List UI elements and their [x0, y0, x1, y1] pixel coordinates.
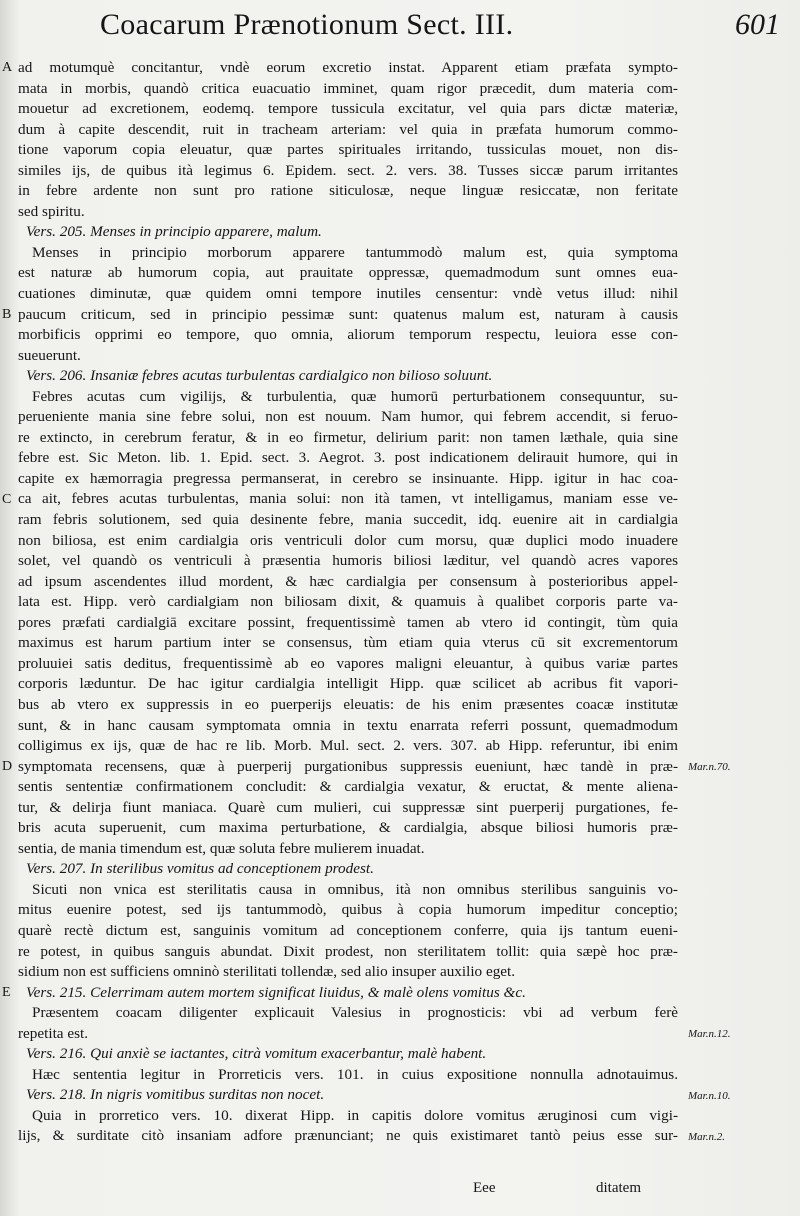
- text-line: est naturæ ab humorum copia, aut prauitate oppressæ, quemadmodum sunt omnes eua-: [18, 264, 678, 282]
- verse-heading: Vers. 216. Qui anxiè se iactantes, citrà vomitum exacerbantur, malè habent.: [26, 1045, 487, 1063]
- text-line: ca ait, febres acutas turbulentas, mania solui: non ità tamen, vt intelligamus, maniam esse ve-: [18, 490, 678, 508]
- text-line: mitus euenire potest, sed ijs tantummodò, quibus à copia humorum impeditur conceptio;: [18, 901, 678, 919]
- margin-note: Mar.n.2.: [688, 1130, 725, 1143]
- text-line: symptomata recensens, quæ à puerperij purgationibus suppressis eueniunt, hæc tandè in præ-: [18, 757, 678, 775]
- verse-heading: Vers. 205. Menses in principio apparere, malum.: [26, 223, 322, 241]
- text-line: repetita est.: [18, 1024, 88, 1042]
- page-header: [100, 8, 790, 52]
- section-letter: B: [2, 306, 12, 322]
- text-line: in febre ardente non sunt pro ratione siticulosæ, neque linguæ resiccatæ, non feritate: [18, 182, 678, 200]
- text-line: non biliosa, est enim cardialgia oris ventriculi dolor cum morsu, quæ duplici modo inuadere: [18, 531, 678, 549]
- verse-heading: Vers. 218. In nigris vomitibus surditas non nocet.: [26, 1086, 325, 1104]
- text-line: bus ab vtero ex suppressis in eo puerperijs eleuatis: de his enim præsentes coacæ institutæ: [18, 695, 678, 713]
- text-line: Sicuti non vnica est sterilitatis causa in omnibus, ità non omnibus sterilibus sanguinis vo-: [32, 880, 678, 898]
- text-line: bris acuta superuenit, cum maxima perturbatione, & cardialgia, absque biliosi humoris præ-: [18, 819, 678, 837]
- text-line: sidium non est sufficiens omninò sterilitati tollendæ, sed alio insuper auxilio eget.: [18, 963, 516, 981]
- section-letter: D: [2, 758, 13, 774]
- text-line: morbificis opprimi eo tempore, quo omnia, aliorum temporum respectu, leuiora esse con-: [18, 326, 678, 344]
- margin-note: Mar.n.12.: [688, 1027, 731, 1040]
- text-line: Hæc sententia legitur in Prorreticis vers. 101. in cuius expositione nonnulla adnotauimus.: [32, 1065, 678, 1083]
- text-line: re potest, in quibus sanguis abundat. Dixit prodest, non sterilitatem tollit: quia sæpè hoc præ-: [18, 942, 678, 960]
- text-line: re extincto, in cerebrum feratur, & in eo firmetur, delirium parit: non tamen læthale, quia sine: [18, 428, 678, 446]
- text-line: colligimus ex ijs, quæ de hac re lib. Morb. Mul. sect. 2. vers. 307. ab Hipp. referuntur, ibi enim: [18, 737, 678, 755]
- text-line: cuationes diminutæ, quæ quidem omni tempore inutiles censentur: vndè vetus illud: nihil: [18, 285, 678, 303]
- text-line: Præsentem coacam diligenter explicauit Valesius in prognosticis: vbi ad verbum ferè: [32, 1004, 678, 1022]
- verse-heading: Vers. 215. Celerrimam autem mortem significat liuidus, & malè olens vomitus &c.: [26, 983, 526, 1001]
- text-line: mata in morbis, quandò critica euacuatio imminet, quam rigor præcedit, dum materia com-: [18, 79, 678, 97]
- text-line: tione vaporum copia eleuatur, quæ partes spirituales irritando, tussiculas mouet, non dis-: [18, 141, 678, 159]
- text-line: tur, & delirja fiunt maniaca. Quarè cum mulieri, cui suppressæ sint puerperij purgationes, fe-: [18, 798, 678, 816]
- signature-mark: Eee: [473, 1180, 496, 1196]
- text-line: sed spiritu.: [18, 202, 85, 220]
- margin-note: Mar.n.70.: [688, 760, 731, 773]
- text-line: febre est. Sic Meton. lib. 1. Epid. sect. 3. Aegrot. 3. post indicationem delirauit humore, qui in: [18, 449, 678, 467]
- text-line: paucum criticum, sed in principio pessimæ sunt: quatenus malum est, naturam à causis: [18, 305, 678, 323]
- page-footer: [18, 1180, 678, 1204]
- text-line: mouetur ad excretionem, eodemq. tempore tussicula excitatur, vel quia pars dictæ materiæ,: [18, 100, 678, 118]
- section-letter: C: [2, 491, 12, 507]
- section-letter: A: [2, 60, 13, 75]
- text-line: sunt, & in hanc causam symptomata omnia in textu enarrata referri possunt, quemadmodum: [18, 716, 678, 734]
- catchword: ditatem: [596, 1180, 641, 1196]
- text-line: sueuerunt.: [18, 346, 81, 364]
- page-number: 601: [735, 8, 780, 41]
- text-line: maximus est harum partium inter se consensus, tùm etiam quia vterus cū sit excrementorum: [18, 634, 678, 652]
- text-line: proluuiei satis deditus, frequentissimè ab eo vapores maligni eleuantur, à quibus variæ partes: [18, 654, 678, 672]
- text-line: lijs, & surditate citò insaniam adfore prænunciant; ne quis existimaret tantò peius esse sur-: [18, 1127, 678, 1145]
- running-title: Coacarum Prænotionum Sect. III.: [100, 8, 514, 41]
- text-line: perueniente mania sine febre solui, non est nouum. Nam humor, qui febrem accendit, si feruo-: [18, 408, 678, 426]
- margin-note: Mar.n.10.: [688, 1089, 731, 1102]
- text-line: quarè rectè dictum est, sanguinis vomitum ad conceptionem conferre, quia ijs tantum eueni-: [18, 921, 678, 939]
- text-line: ram febris solutionem, sed quia desinente febre, mania succedit, idq. euenire ait in cardialgia: [18, 511, 678, 529]
- text-line: Febres acutas cum vigilijs, & turbulentia, quæ humorū perturbationem consequuntur, su-: [32, 387, 678, 405]
- text-line: Quia in prorretico vers. 10. dixerat Hipp. in capitis dolore vomitus æruginosi cum vigi-: [32, 1106, 678, 1124]
- section-letter: E: [2, 984, 11, 1000]
- text-line: sentis sententiæ confirmationem concludit: & cardialgia vexatur, & eructat, & mente aliena-: [18, 778, 678, 796]
- text-line: ad motumquè concitantur, vndè eorum excretio instat. Apparent etiam præfata sympto-: [18, 59, 678, 76]
- verse-heading: Vers. 207. In sterilibus vomitus ad conceptionem prodest.: [26, 860, 374, 878]
- text-line: lata est. Hipp. verò cardialgiam non biliosam dixit, & quamuis à qualibet corporis parte va-: [18, 593, 678, 611]
- text-line: capite ex hæmorragia pregressa permanserat, in cerebro se insinuante. Hipp. igitur in hac coa-: [18, 469, 678, 487]
- verse-heading: Vers. 206. Insaniæ febres acutas turbulentas cardialgico non bilioso soluunt.: [26, 367, 493, 385]
- text-line: corporis læduntur. De hac igitur cardialgia intelligit Hipp. quæ scilicet ab acribus fit vapori-: [18, 675, 678, 693]
- text-line: Menses in principio morborum apparere tantummodò malum est, quia symptoma: [32, 243, 678, 261]
- text-line: solet, vel quandò os ventriculi à præsentia humoris biliosi læditur, vel quandò acres vapores: [18, 552, 678, 570]
- text-line: similes ijs, de quibus ità legimus 6. Epidem. sect. 2. vers. 38. Tusses siccæ parum irritantes: [18, 161, 678, 179]
- text-line: pores præfati cardialgiā excitare possint, frequentissimè tamen ab vtero id contingit, tùm quia: [18, 613, 678, 631]
- body-text: [18, 58, 678, 1147]
- text-line: ad ipsum ascendentes illud mordent, & hæc cardialgia per consensum à posterioribus appel-: [18, 572, 678, 590]
- text-line: sentia, de mania timendum est, quæ soluta febre mulierem inuadat.: [18, 839, 425, 857]
- text-line: dum à capite descendit, ruit in tracheam arteriam: vel quia in præfata humorum commo-: [18, 120, 678, 138]
